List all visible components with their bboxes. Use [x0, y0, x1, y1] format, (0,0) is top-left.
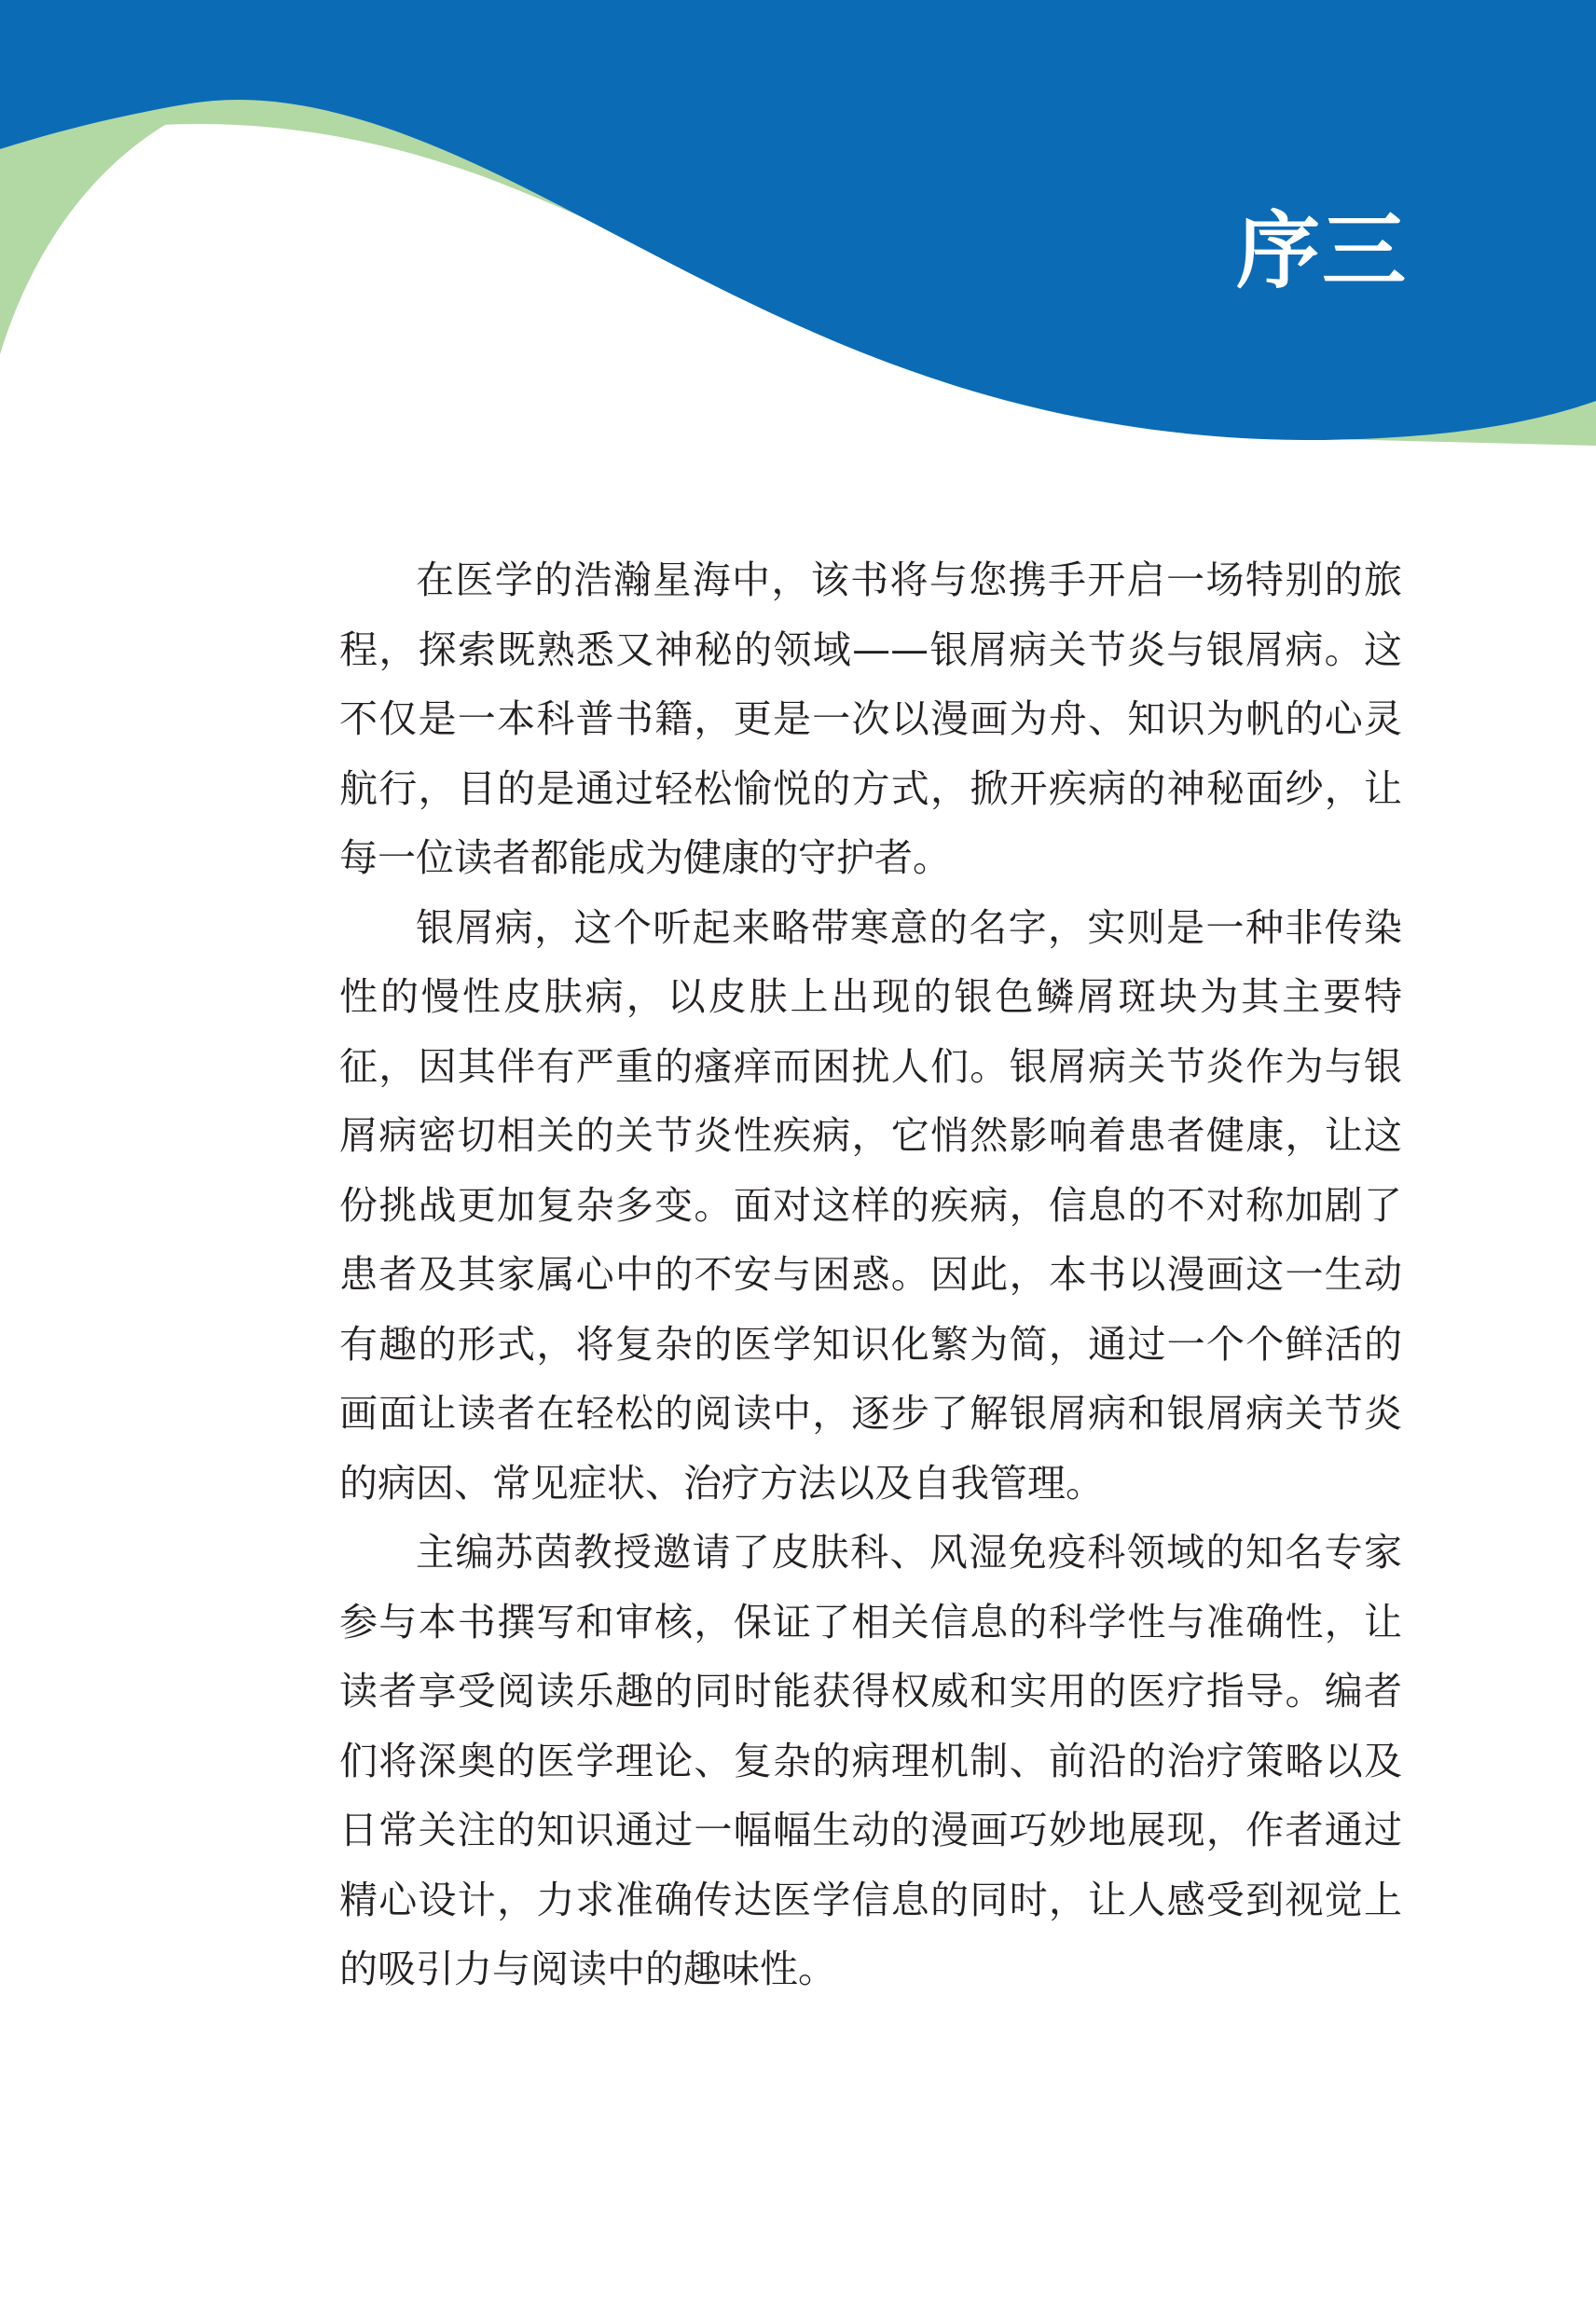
page-title: 序三 — [1236, 202, 1408, 300]
paragraph: 银屑病，这个听起来略带寒意的名字，实则是一种非传染性的慢性皮肤病，以皮肤上出现的银色鳞屑斑块为其主要特征，因其伴有严重的瘙痒而困扰人们。银屑病关节炎作为与银屑病密切相关的关节炎性疾病，它悄然影响着患者健康，让这份挑战更加复杂多变。面对这样的疾病，信息的不对称加剧了患者及其家属心中的不安与困惑。因此，本书以漫画这一生动有趣的形式，将复杂的医学知识化繁为简，通过一个个鲜活的画面让读者在轻松的阅读中，逐步了解银屑病和银屑病关节炎的病因、常见症状、治疗方法以及自我管理。 — [339, 904, 1402, 1506]
paragraph: 主编苏茵教授邀请了皮肤科、风湿免疫科领域的知名专家参与本书撰写和审核，保证了相关信息的科学性与准确性，让读者享受阅读乐趣的同时能获得权威和实用的医疗指导。编者们将深奥的医学理论、复杂的病理机制、前沿的治疗策略以及日常关注的知识通过一幅幅生动的漫画巧妙地展现，作者通过精心设计，力求准确传达医学信息的同时，让人感受到视觉上的吸引力与阅读中的趣味性。 — [339, 1530, 1402, 1991]
preface-body — [339, 545, 1402, 2004]
paragraph: 在医学的浩瀚星海中，该书将与您携手开启一场特别的旅程，探索既熟悉又神秘的领域——银屑病关节炎与银屑病。这不仅是一本科普书籍，更是一次以漫画为舟、知识为帆的心灵航行，目的是通过轻松愉悦的方式，掀开疾病的神秘面纱，让每一位读者都能成为健康的守护者。 — [339, 557, 1402, 880]
